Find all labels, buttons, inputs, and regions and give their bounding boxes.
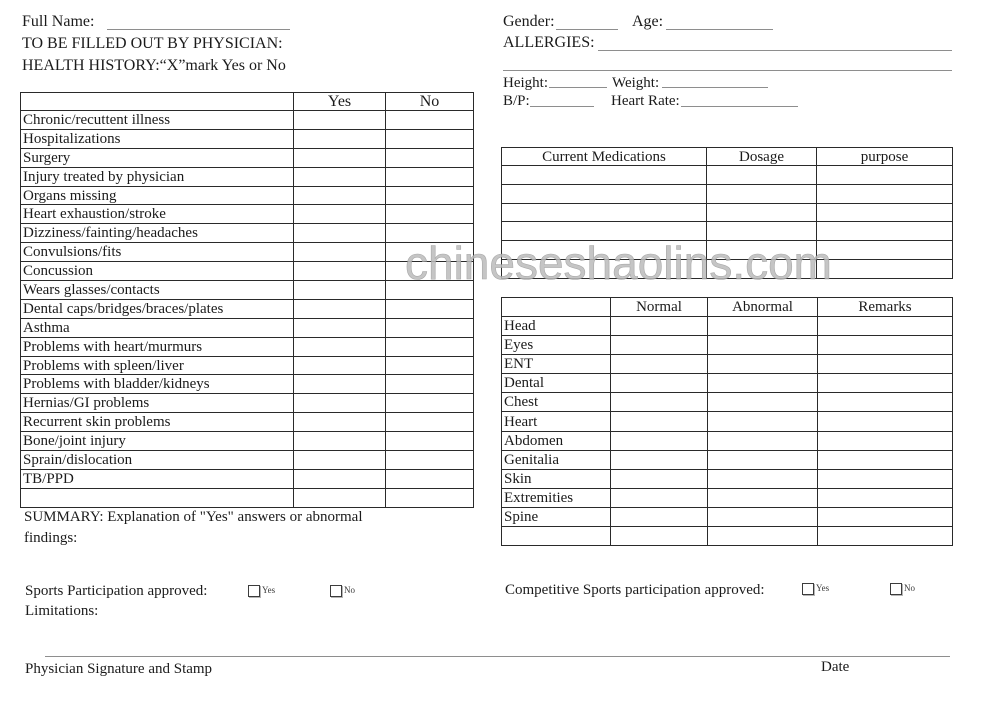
abnormal-cell[interactable] xyxy=(708,355,818,374)
purpose-cell[interactable] xyxy=(817,184,953,203)
remarks-cell[interactable] xyxy=(818,393,953,412)
normal-cell[interactable] xyxy=(611,336,708,355)
competitive-approved-yes-checkbox[interactable] xyxy=(802,583,814,595)
health-history-table xyxy=(20,92,474,508)
height-input[interactable] xyxy=(549,72,607,88)
health-history-row xyxy=(21,281,474,300)
exam-area-label: Head xyxy=(502,317,611,336)
medication-row xyxy=(502,184,953,203)
no-mark-cell[interactable] xyxy=(386,205,474,224)
yes-mark-cell[interactable] xyxy=(294,488,386,507)
exam-row xyxy=(502,336,953,355)
abnormal-cell[interactable] xyxy=(708,317,818,336)
condition-label: Injury treated by physician xyxy=(21,167,294,186)
condition-label: Problems with spleen/liver xyxy=(21,356,294,375)
no-mark-cell[interactable] xyxy=(386,243,474,262)
condition-label: Heart exhaustion/stroke xyxy=(21,205,294,224)
exam-row xyxy=(502,317,953,336)
yes-mark-cell[interactable] xyxy=(294,243,386,262)
medication-cell[interactable] xyxy=(502,259,707,278)
purpose-cell[interactable] xyxy=(817,259,953,278)
exam-area-label: Abdomen xyxy=(502,431,611,450)
medication-cell[interactable] xyxy=(502,184,707,203)
no-mark-cell[interactable] xyxy=(386,167,474,186)
no-mark-cell[interactable] xyxy=(386,337,474,356)
condition-label: TB/PPD xyxy=(21,469,294,488)
health-history-row xyxy=(21,469,474,488)
health-history-row xyxy=(21,318,474,337)
exam-row xyxy=(502,450,953,469)
weight-input[interactable] xyxy=(662,72,768,88)
normal-cell[interactable] xyxy=(611,393,708,412)
watermark-text: chineseshaolins.com xyxy=(405,237,833,289)
age-input[interactable] xyxy=(666,14,773,30)
no-mark-cell[interactable] xyxy=(386,469,474,488)
full-name-input[interactable] xyxy=(107,14,290,30)
exam-header xyxy=(502,298,953,317)
condition-label: Concussion xyxy=(21,262,294,281)
abnormal-cell[interactable] xyxy=(708,374,818,393)
exam-area-label: ENT xyxy=(502,355,611,374)
normal-cell[interactable] xyxy=(611,355,708,374)
normal-column-header: Normal xyxy=(611,298,708,317)
yes-mark-cell[interactable] xyxy=(294,186,386,205)
exam-area-label: Skin xyxy=(502,469,611,488)
exam-row xyxy=(502,507,953,526)
health-history-header-row xyxy=(21,93,474,111)
yes-mark-cell[interactable] xyxy=(294,167,386,186)
exam-row xyxy=(502,393,953,412)
yes-mark-cell[interactable] xyxy=(294,205,386,224)
abnormal-column-header: Abnormal xyxy=(708,298,818,317)
health-history-row xyxy=(21,129,474,148)
no-mark-cell[interactable] xyxy=(386,413,474,432)
normal-cell[interactable] xyxy=(611,431,708,450)
exam-row xyxy=(502,431,953,450)
exam-row xyxy=(502,355,953,374)
exam-body xyxy=(502,317,953,546)
competitive-sports-label: Competitive Sports participation approved: xyxy=(505,582,765,598)
condition-label: Sprain/dislocation xyxy=(21,451,294,470)
abnormal-cell[interactable] xyxy=(708,527,818,546)
dosage-cell[interactable] xyxy=(707,166,817,185)
remarks-cell[interactable] xyxy=(818,355,953,374)
remarks-cell[interactable] xyxy=(818,450,953,469)
full-name-label: Full Name: xyxy=(22,13,95,30)
condition-label: Recurrent skin problems xyxy=(21,413,294,432)
height-label: Height: xyxy=(503,75,548,91)
exam-area-label: Spine xyxy=(502,507,611,526)
competitive-approved-yes-label: Yes xyxy=(816,583,830,593)
health-history-row xyxy=(21,356,474,375)
exam-area-column-header xyxy=(502,298,611,317)
no-mark-cell[interactable] xyxy=(386,111,474,130)
purpose-cell[interactable] xyxy=(817,166,953,185)
exam-area-label: Eyes xyxy=(502,336,611,355)
abnormal-cell[interactable] xyxy=(708,507,818,526)
normal-cell[interactable] xyxy=(611,469,708,488)
medications-body xyxy=(502,166,953,279)
remarks-cell[interactable] xyxy=(818,412,953,431)
medication-cell[interactable] xyxy=(502,203,707,222)
sports-approved-no-checkbox[interactable] xyxy=(330,585,342,597)
no-mark-cell[interactable] xyxy=(386,148,474,167)
yes-mark-cell[interactable] xyxy=(294,111,386,130)
medications-header xyxy=(502,148,953,166)
normal-cell[interactable] xyxy=(611,374,708,393)
no-mark-cell[interactable] xyxy=(386,224,474,243)
no-mark-cell[interactable] xyxy=(386,394,474,413)
yes-mark-cell[interactable] xyxy=(294,262,386,281)
normal-cell[interactable] xyxy=(611,412,708,431)
condition-label: Organs missing xyxy=(21,186,294,205)
abnormal-cell[interactable] xyxy=(708,336,818,355)
medication-row xyxy=(502,222,953,241)
remarks-cell[interactable] xyxy=(818,507,953,526)
exam-area-label: Extremities xyxy=(502,488,611,507)
signature-label: Physician Signature and Stamp xyxy=(25,661,213,677)
health-history-row xyxy=(21,488,474,507)
limitations-label: Limitations: xyxy=(25,603,99,619)
yes-mark-cell[interactable] xyxy=(294,299,386,318)
normal-cell[interactable] xyxy=(611,527,708,546)
health-history-row xyxy=(21,299,474,318)
abnormal-cell[interactable] xyxy=(708,469,818,488)
health-history-row xyxy=(21,262,474,281)
dosage-cell[interactable] xyxy=(707,184,817,203)
competitive-approved-no-label: No xyxy=(904,583,915,593)
normal-cell[interactable] xyxy=(611,450,708,469)
remarks-cell[interactable] xyxy=(818,488,953,507)
medication-row xyxy=(502,203,953,222)
purpose-cell[interactable] xyxy=(817,241,953,260)
condition-column-header xyxy=(21,93,294,111)
yes-mark-cell[interactable] xyxy=(294,375,386,394)
allergies-label: ALLERGIES: xyxy=(503,34,595,51)
exam-row xyxy=(502,412,953,431)
abnormal-cell[interactable] xyxy=(708,450,818,469)
sports-approved-yes-checkbox[interactable] xyxy=(248,585,260,597)
exam-header-row xyxy=(502,298,953,317)
condition-label: Surgery xyxy=(21,148,294,167)
medication-cell[interactable] xyxy=(502,166,707,185)
heart-rate-label: Heart Rate: xyxy=(611,93,680,109)
health-history-header xyxy=(21,93,474,111)
purpose-cell[interactable] xyxy=(817,203,953,222)
age-label: Age: xyxy=(632,13,664,30)
remarks-cell[interactable] xyxy=(818,527,953,546)
health-history-body xyxy=(21,111,474,508)
remarks-cell[interactable] xyxy=(818,317,953,336)
gender-input[interactable] xyxy=(556,14,618,30)
health-history-row xyxy=(21,205,474,224)
no-mark-cell[interactable] xyxy=(386,356,474,375)
health-history-row xyxy=(21,375,474,394)
dosage-cell[interactable] xyxy=(707,259,817,278)
health-history-row xyxy=(21,111,474,130)
yes-mark-cell[interactable] xyxy=(294,337,386,356)
sports-approved-yes-label: Yes xyxy=(262,585,276,595)
condition-label: Wears glasses/contacts xyxy=(21,281,294,300)
condition-label: Hospitalizations xyxy=(21,129,294,148)
signature-line-input[interactable] xyxy=(45,641,950,657)
yes-mark-cell[interactable] xyxy=(294,318,386,337)
no-mark-cell[interactable] xyxy=(386,488,474,507)
dosage-column-header: Dosage xyxy=(707,148,817,166)
health-history-row xyxy=(21,432,474,451)
no-mark-cell[interactable] xyxy=(386,186,474,205)
no-mark-cell[interactable] xyxy=(386,318,474,337)
exam-area-label: Chest xyxy=(502,393,611,412)
health-history-row xyxy=(21,451,474,470)
condition-label: Chronic/recuttent illness xyxy=(21,111,294,130)
dosage-cell[interactable] xyxy=(707,241,817,260)
no-mark-cell[interactable] xyxy=(386,129,474,148)
abnormal-cell[interactable] xyxy=(708,412,818,431)
condition-label: Convulsions/fits xyxy=(21,243,294,262)
remarks-cell[interactable] xyxy=(818,374,953,393)
exam-area-label: Genitalia xyxy=(502,450,611,469)
health-history-row xyxy=(21,413,474,432)
medication-cell[interactable] xyxy=(502,241,707,260)
medications-header-row xyxy=(502,148,953,166)
abnormal-cell[interactable] xyxy=(708,393,818,412)
physician-instruction: TO BE FILLED OUT BY PHYSICIAN: xyxy=(22,35,283,52)
purpose-cell[interactable] xyxy=(817,222,953,241)
dosage-cell[interactable] xyxy=(707,222,817,241)
condition-label xyxy=(21,488,294,507)
competitive-approved-no-checkbox[interactable] xyxy=(890,583,902,595)
remarks-cell[interactable] xyxy=(818,336,953,355)
abnormal-cell[interactable] xyxy=(708,431,818,450)
date-label: Date xyxy=(821,659,850,675)
summary-label-line-2: findings: xyxy=(24,530,78,546)
condition-label: Problems with bladder/kidneys xyxy=(21,375,294,394)
allergies-input-line-2[interactable] xyxy=(503,55,952,71)
no-mark-cell[interactable] xyxy=(386,299,474,318)
yes-column-header: Yes xyxy=(294,93,386,111)
yes-mark-cell[interactable] xyxy=(294,413,386,432)
health-history-row xyxy=(21,337,474,356)
yes-mark-cell[interactable] xyxy=(294,469,386,488)
condition-label: Dizziness/fainting/headaches xyxy=(21,224,294,243)
health-history-row xyxy=(21,243,474,262)
no-column-header: No xyxy=(386,93,474,111)
normal-cell[interactable] xyxy=(611,507,708,526)
no-mark-cell[interactable] xyxy=(386,432,474,451)
yes-mark-cell[interactable] xyxy=(294,224,386,243)
condition-label: Bone/joint injury xyxy=(21,432,294,451)
exam-area-label: Heart xyxy=(502,412,611,431)
condition-label: Problems with heart/murmurs xyxy=(21,337,294,356)
condition-label: Asthma xyxy=(21,318,294,337)
remarks-cell[interactable] xyxy=(818,469,953,488)
condition-label: Dental caps/bridges/braces/plates xyxy=(21,299,294,318)
health-history-row xyxy=(21,224,474,243)
yes-mark-cell[interactable] xyxy=(294,356,386,375)
purpose-column-header: purpose xyxy=(817,148,953,166)
health-history-row xyxy=(21,394,474,413)
dosage-cell[interactable] xyxy=(707,203,817,222)
exam-area-label: Dental xyxy=(502,374,611,393)
heart-rate-input[interactable] xyxy=(681,91,798,107)
medications-table xyxy=(501,147,953,279)
summary-label-line-1: SUMMARY: Explanation of "Yes" answers or abnormal xyxy=(24,509,363,525)
no-mark-cell[interactable] xyxy=(386,451,474,470)
yes-mark-cell[interactable] xyxy=(294,148,386,167)
exam-row xyxy=(502,527,953,546)
no-mark-cell[interactable] xyxy=(386,375,474,394)
yes-mark-cell[interactable] xyxy=(294,451,386,470)
no-mark-cell[interactable] xyxy=(386,281,474,300)
medication-row xyxy=(502,241,953,260)
physical-exam-table xyxy=(501,297,953,546)
health-history-row xyxy=(21,148,474,167)
health-history-title: HEALTH HISTORY:“X”mark Yes or No xyxy=(22,57,286,74)
medication-row xyxy=(502,166,953,185)
medication-column-header: Current Medications xyxy=(502,148,707,166)
yes-mark-cell[interactable] xyxy=(294,129,386,148)
gender-label: Gender: xyxy=(503,13,555,30)
sports-approved-no-label: No xyxy=(344,585,355,595)
exam-row xyxy=(502,469,953,488)
blood-pressure-label: B/P: xyxy=(503,93,530,109)
sports-participation-label: Sports Participation approved: xyxy=(25,583,208,599)
health-history-row xyxy=(21,167,474,186)
medication-cell[interactable] xyxy=(502,222,707,241)
yes-mark-cell[interactable] xyxy=(294,394,386,413)
exam-row xyxy=(502,488,953,507)
yes-mark-cell[interactable] xyxy=(294,432,386,451)
no-mark-cell[interactable] xyxy=(386,262,474,281)
normal-cell[interactable] xyxy=(611,488,708,507)
normal-cell[interactable] xyxy=(611,317,708,336)
blood-pressure-input[interactable] xyxy=(530,91,594,107)
weight-label: Weight: xyxy=(612,75,660,91)
remarks-cell[interactable] xyxy=(818,431,953,450)
exam-area-label xyxy=(502,527,611,546)
abnormal-cell[interactable] xyxy=(708,488,818,507)
condition-label: Hernias/GI problems xyxy=(21,394,294,413)
health-history-row xyxy=(21,186,474,205)
yes-mark-cell[interactable] xyxy=(294,281,386,300)
exam-row xyxy=(502,374,953,393)
medication-row xyxy=(502,259,953,278)
allergies-input-line-1[interactable] xyxy=(598,35,952,51)
remarks-column-header: Remarks xyxy=(818,298,953,317)
